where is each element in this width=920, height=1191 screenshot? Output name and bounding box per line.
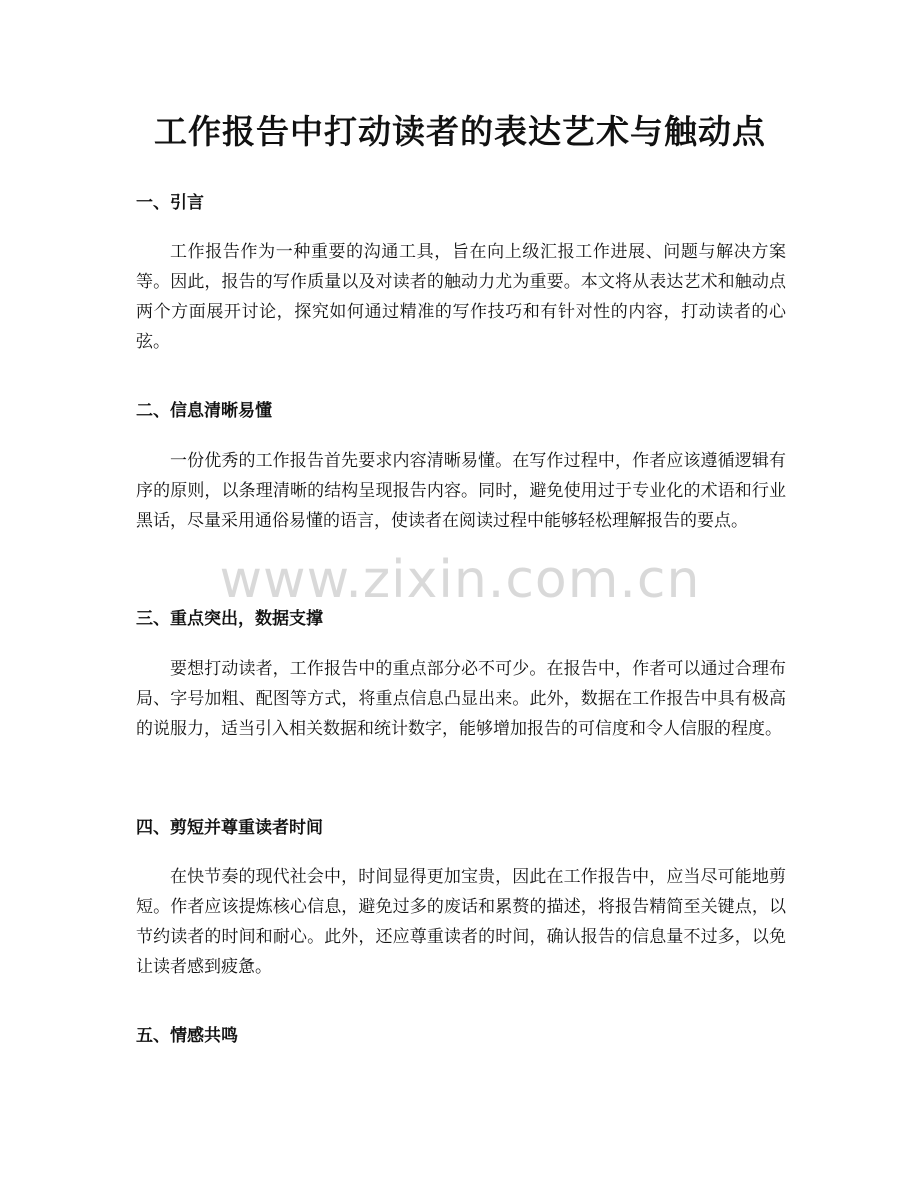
section-heading-empathy: 五、情感共鸣 — [136, 1026, 238, 1046]
section-paragraph-emphasis: 要想打动读者，工作报告中的重点部分必不可少。在报告中，作者可以通过合理布局、字号加粗、配图等方式，将重点信息凸显出来。此外，数据在工作报告中具有极高的说服力，适当引入相关数据和统计数字，能够增加报告的可信度和令人信服的程度。 — [136, 659, 786, 739]
document-title: 工作报告中打动读者的表达艺术与触动点 — [154, 112, 766, 151]
section-heading-clarity: 二、信息清晰易懂 — [136, 401, 272, 421]
section-paragraph-brevity: 在快节奏的现代社会中，时间显得更加宝贵，因此在工作报告中，应当尽可能地剪短。作者应该提炼核心信息，避免过多的废话和累赘的描述，将报告精简至关键点，以节约读者的时间和耐心。此外，还应尊重读者的时间，确认报告的信息量不过多，以免让读者感到疲惫。 — [136, 867, 786, 977]
watermark: www.zixin.com.cn — [219, 550, 701, 610]
section-heading-introduction: 一、引言 — [136, 193, 204, 213]
section-heading-brevity: 四、剪短并尊重读者时间 — [136, 818, 323, 838]
section-heading-emphasis: 三、重点突出，数据支撑 — [136, 609, 323, 629]
section-paragraph-clarity: 一份优秀的工作报告首先要求内容清晰易懂。在写作过程中，作者应该遵循逻辑有序的原则，以条理清晰的结构呈现报告内容。同时，避免使用过于专业化的术语和行业黑话，尽量采用通俗易懂的语言，使读者在阅读过程中能够轻松理解报告的要点。 — [136, 451, 786, 531]
section-paragraph-introduction: 工作报告作为一种重要的沟通工具，旨在向上级汇报工作进展、问题与解决方案等。因此，报告的写作质量以及对读者的触动力尤为重要。本文将从表达艺术和触动点两个方面展开讨论，探究如何通过精准的写作技巧和有针对性的内容，打动读者的心弦。 — [136, 242, 786, 352]
